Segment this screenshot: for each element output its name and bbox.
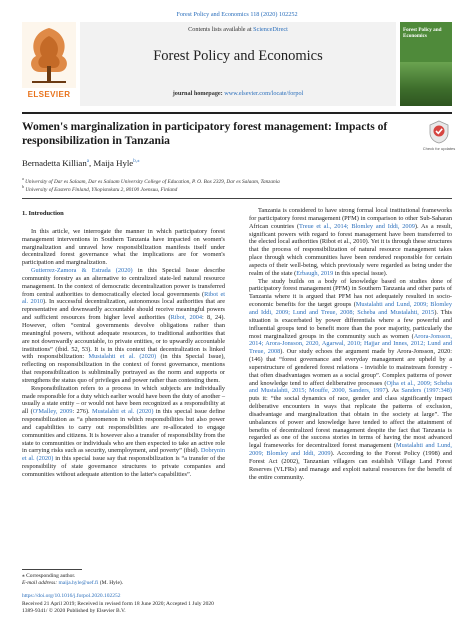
paragraph-text: ). In successful decentralization, autonomous local authorities that are representative and downwardly accountable should receive meaningful powers and sufficient resources from higher level authorities ( [22,298,225,322]
paragraph-text: ). This situation is exacerbated by power differentials where a few powerful and influential groups tend to benefit more than the poor majority, particularly the most marginalized groups in the community such as women ( [249,308,452,340]
citation-link[interactable]: Mustalahti et al. (2020) [88,353,157,361]
author-sup: b,⁎ [133,159,140,165]
contents-line [80,26,396,33]
section-rule [22,198,452,199]
citation-link[interactable]: Mustalahti and Lund, 2009; Blomley and Iddi, 2009 [249,442,452,458]
email-label: E-mail address: [22,580,59,587]
doi-link[interactable]: https://doi.org/10.1016/j.forpol.2020.102252 [22,593,121,600]
homepage-line [80,90,396,97]
email-suffix: (M. Hyle). [98,580,124,587]
cover-forest-image [400,62,452,106]
paragraph-text: ). As a result, significant powers with regard to forest management have been transferred to the elected local authorities (Ribot et al., 2010). Yet it is through these structures that the process of responsibilization of natural resource management takes place through which communities have been rendered responsible for certain aspects of their well-being, which previously were regarded as being under the realm of the state ( [249,222,453,277]
affiliation-sup: b [22,184,24,189]
citation-link[interactable]: Ribot et al. 2010 [22,290,225,306]
paragraph [249,207,452,278]
journal-title: Forest Policy and Economics [153,48,323,64]
paragraph-text: puts it: “the social dynamics of race, gender and class significantly impact deliberative encounters in ways that replicate the patterns of exclusion, disadvantage and marginalization that obtain in the society at large”. The unbalances of power and knowledge have tended to affect the attainment of benefits of decentralized forest management despite the fact that Tanzania is regarded as one of the success stories in terms of having the most advanced legal frameworks for decentralized forest management ( [249,395,452,450]
paragraph-text: ). According to the Forest Policy (1998) and Forest Act (2002), Tanzanian villagers can establish Village Land Forest Reserves (VLFRs) and manage and exploit natural resources for the benefit of the entire community. [249,450,452,481]
cover-title: Forest Policy and Economics [403,27,442,39]
citation-link[interactable]: Mustalahti et al. (2020) [91,408,154,416]
article-title: Women's marginalization in participatory forest management: Impacts of responsibilization in Tanzania [22,120,388,147]
journal-info-box [80,22,396,106]
journal-masthead [22,22,452,108]
citation-link[interactable]: Ojha et al., 2009; Scheba and Mustalahti, 2015; Mouffe, 2000, Sanders, 1997 [249,379,452,395]
right-column [249,207,452,482]
footnotes [22,573,322,615]
sciencedirect-link[interactable]: ScienceDirect [253,26,288,33]
issn-copyright: 1389-9341/ © 2020 Published by Elsevier B.V. [22,607,126,614]
publisher-name: ELSEVIER [27,90,71,99]
author-list: Bernadetta Killian$^a$, Maija Hyle$^{b,⁎}$ [22,158,140,168]
author-name[interactable]: Maija Hyle [93,158,134,168]
paragraph-text: : 8, 24). However, often “central governments devolve obligations rather than meaningful powers, without adequate resources, to traditional authorities that are not downwardly accountable, to private entities, or to upwardly accountable institutions” (ibid. 52, 53). It is in this context that decentralization is linked with responsibilization: [22,314,226,361]
paragraph-text: : 276). [72,408,92,416]
affiliation-text: University of Dar es Salaam, Dar es Salaam University College of Education, P. O. Box 2329, Dar es Salaam, Tanzania [25,178,280,185]
affiliation [22,184,177,193]
citation-link[interactable]: Sanders (1997:348) [401,387,452,395]
journal-reference[interactable]: Forest Policy and Economics 118 (2020) 102252 [176,11,298,18]
author-sup: a [86,159,89,165]
author-name[interactable]: Bernadetta Killian [22,158,87,168]
paragraph-text: in this special issue). [333,269,388,277]
paragraph [22,385,225,479]
homepage-link[interactable]: www.elsevier.com/locate/forpol [224,90,304,97]
paragraph-text: in this special issue say that responsibilization is “a transfer of the responsibility of state governance structures to private companies and communities without adequate attention to the latter's capabilities”. [22,455,225,478]
footnote-rule [22,569,82,570]
email-link[interactable]: maija.hyle@uef.fi [58,580,99,587]
homepage-label: journal homepage: [172,90,225,97]
crossmark-label[interactable]: Check for updates [422,146,456,151]
paragraph-text: ). As [385,387,402,395]
paragraph-text: In this article, we interrogate the manner in which participatory forest management interventions in Southern Tanzania have impacted on women's marginalization and unravel how responsibilization manifests itself under decentralized forest governance what the implications are for women's participation and marginalization. [22,227,225,267]
corresponding-author-note: ⁎ Corresponding author. [22,573,76,579]
citation-link[interactable]: Treue et al., 2014; Blomley and Iddi, 2009 [299,222,415,230]
section-heading: 1. Introduction [22,210,64,217]
citation-link[interactable]: Erbaugh, 2019 [296,269,334,277]
crossmark-icon[interactable] [428,120,450,144]
affiliation-sup: a [22,176,24,181]
citation-link[interactable]: Dobrynin et al. (2020) [22,447,225,463]
affiliation-text: University of Eastern Finland, Yliopistokatu 2, 80100 Joensuu, Finland [25,186,178,193]
received-dates: Received 21 April 2019; Received in revised form 18 June 2020; Accepted 1 July 2020 [22,600,214,607]
elsevier-tree-logo [22,22,76,100]
paragraph-text: The study builds on a body of knowledge based on studies done of participatory forest management (PFM) in Southern Tanzania and other parts of Tanzania where it is argued that PFM has not adequately resulted in socio-economic benefits for the target groups ( [249,277,452,309]
header-rule [22,112,452,114]
citation-link[interactable]: Arora-Jonsson, 2014; Arora-Jonsson, 2020, Agarwal, 2010; Hajjar and Innes, 2012; Lund and Treue, 2008 [249,332,452,356]
paragraph-text: Tanzania is considered to have strong formal local institutional frameworks for participatory forest management (PFM) in comparison to other Sub-Saharan African countries ( [249,207,452,230]
paragraph [249,278,452,482]
paragraph-text: in this Special Issue describe community forestry as an alternative to centralized state-led natural resource management. In the context of democratic decentralization power is transferred from central authorities to democratically elected local governments ( [22,267,225,298]
contents-prefix: Contents lists available at [188,26,254,33]
paragraph-text: ). Our study echoes the argument made by Arora-Jonsson, 2020: (146) that “forest governance and everyday management are upheld by a superstructure of gendered forest relations - invisible to mainstream forestry - that often disadvantages women as a social group”. Complex patterns of power and knowledge tend to affect deliberative processes ( [249,348,453,387]
citation-link[interactable]: Mustalahti and Lund, 2009; Blomley and Iddi, 2009; Lund and Treue, 2008; Scheba and Mustalahti, 2015 [249,301,452,316]
paragraph-text: (in this Special Issue), reflecting on responsibilization in the context of forest governance, mentions that responsibilization is subliminally portrayed as the norm and supports or strengthens the status quo of privileges and power rather than contesting them. [22,353,225,384]
paragraph-text: in this special issue define responsibilization as “a phenomenon in which responsibilities but also power and capabilities to carry out responsibilities are re-allocated to engage communities and citizens. It is however also a transfer of responsibility from the state to communities or individuals who are then expected to take an active role in carrying risks such as security, unemployment, and poverty” (ibid). [22,408,225,455]
paragraph-text: Responsibilization refers to a process in which subjects are individually made responsible for a duty which earlier would have been the duty of another – usually a state entity – or would not have been recognized as a responsibility at all ( [22,384,225,416]
citation-link[interactable]: Ribot, 2004 [170,314,203,322]
paragraph [22,267,225,385]
citation-link[interactable]: O'Malley, 2009 [32,408,73,416]
citation-link[interactable]: Gutierrez-Zamora & Estrada (2020) [31,267,133,275]
paragraph [22,228,225,267]
email-line [22,580,322,587]
journal-cover-thumbnail[interactable] [400,22,452,106]
left-column [22,210,225,479]
